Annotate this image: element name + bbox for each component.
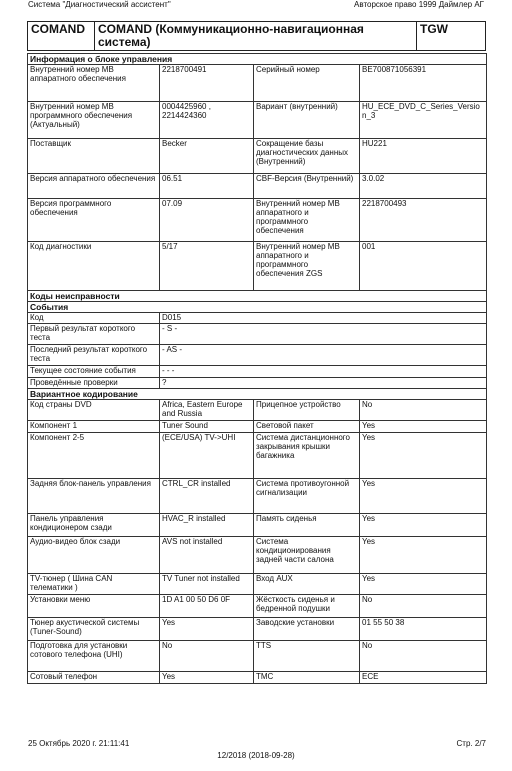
variant-row	[28, 514, 487, 537]
info-row	[28, 65, 487, 102]
field-label: Внутренний номер МВ аппаратного и программного обеспечения ZGS	[254, 242, 360, 291]
event-value: - - -	[160, 366, 487, 378]
field-label: Внутренний номер МВ программного обеспечения (Актуальный)	[28, 102, 160, 139]
field-value: 5/17	[160, 242, 254, 291]
field-value: 3.0.02	[360, 174, 487, 199]
variant-label: TMC	[254, 672, 360, 684]
variant-value: 1D A1 00 50 D6 0F	[160, 595, 254, 618]
unit-title: COMAND (Коммуникационно-навигационная система)	[95, 22, 417, 51]
section-title: События	[28, 302, 487, 313]
event-row	[28, 378, 487, 389]
report-version: 12/2018 (2018-09-28)	[217, 751, 295, 760]
variant-value: Tuner Sound	[160, 421, 254, 433]
section-row	[28, 291, 487, 302]
variant-value: (ECE/USA) TV->UHI	[160, 433, 254, 479]
field-label: Внутренний номер МВ аппаратного обеспечения	[28, 65, 160, 102]
event-row	[28, 324, 487, 345]
field-value: 001	[360, 242, 487, 291]
variant-label: Сотовый телефон	[28, 672, 160, 684]
variant-label: Подготовка для установки сотового телефона (UHI)	[28, 641, 160, 672]
variant-label: TV-тюнер ( Шина CAN телематики )	[28, 574, 160, 595]
info-row	[28, 242, 487, 291]
field-label: CBF-Версия (Внутренний)	[254, 174, 360, 199]
field-value: 2218700491	[160, 65, 254, 102]
event-row	[28, 313, 487, 324]
field-label: Сокращение базы диагностических данных (Внутренний)	[254, 139, 360, 174]
variant-value: Yes	[360, 537, 487, 574]
variant-label: Задняя блок-панель управления	[28, 479, 160, 514]
variant-value: Yes	[160, 618, 254, 641]
variant-label: Аудио-видео блок сзади	[28, 537, 160, 574]
variant-label: Заводские установки	[254, 618, 360, 641]
copyright: Авторское право 1999 Даймлер АГ	[354, 0, 484, 9]
field-value: BE700871056391	[360, 65, 487, 102]
field-label: Вариант (внутренний)	[254, 102, 360, 139]
info-row	[28, 139, 487, 174]
event-value: ?	[160, 378, 487, 389]
variant-label: Компонент 2-5	[28, 433, 160, 479]
variant-row	[28, 672, 487, 684]
variant-value: Yes	[360, 514, 487, 537]
variant-row	[28, 574, 487, 595]
report-table	[27, 53, 487, 684]
unit-abbrev: COMAND	[28, 22, 95, 51]
field-value: HU_ECE_DVD_C_Series_Version_3	[360, 102, 487, 139]
event-label: Код	[28, 313, 160, 324]
variant-label: Система кондиционирования задней части салона	[254, 537, 360, 574]
variant-label: Память сиденья	[254, 514, 360, 537]
event-label: Текущее состояние события	[28, 366, 160, 378]
field-value: 0004425960 , 2214424360	[160, 102, 254, 139]
event-row	[28, 345, 487, 366]
variant-value: No	[360, 400, 487, 421]
info-row	[28, 174, 487, 199]
variant-value: No	[360, 595, 487, 618]
field-label: Версия аппаратного обеспечения	[28, 174, 160, 199]
variant-value: Yes	[360, 421, 487, 433]
field-value: HU221	[360, 139, 487, 174]
variant-value: HVAC_R installed	[160, 514, 254, 537]
field-label: Версия программного обеспечения	[28, 199, 160, 242]
variant-value: AVS not installed	[160, 537, 254, 574]
section-title: Вариантное кодирование	[28, 389, 487, 400]
section-row	[28, 389, 487, 400]
variant-value: Yes	[360, 479, 487, 514]
report-date: 25 Октябрь 2020 г. 21:11:41	[28, 739, 130, 748]
event-label: Первый результат короткого теста	[28, 324, 160, 345]
variant-label: Система дистанционного закрывания крышки багажника	[254, 433, 360, 479]
variant-value: Yes	[360, 574, 487, 595]
variant-label: Световой пакет	[254, 421, 360, 433]
variant-value: ECE	[360, 672, 487, 684]
variant-row	[28, 595, 487, 618]
page-number: Стр. 2/7	[456, 739, 486, 748]
variant-row	[28, 421, 487, 433]
field-value: 07.09	[160, 199, 254, 242]
field-label: Внутренний номер МВ аппаратного и программного обеспечения	[254, 199, 360, 242]
unit-code: TGW	[417, 22, 486, 51]
variant-row	[28, 618, 487, 641]
variant-label: Компонент 1	[28, 421, 160, 433]
section-title: Коды неисправности	[28, 291, 487, 302]
variant-value: TV Tuner not installed	[160, 574, 254, 595]
variant-label: Система противоугонной сигнализации	[254, 479, 360, 514]
variant-value: 01 55 50 38	[360, 618, 487, 641]
variant-value: No	[360, 641, 487, 672]
section-row	[28, 302, 487, 313]
section-row	[28, 54, 487, 65]
variant-label: Установки меню	[28, 595, 160, 618]
variant-label: Панель управления кондиционером сзади	[28, 514, 160, 537]
variant-label: Тюнер акустической системы (Tuner-Sound)	[28, 618, 160, 641]
variant-row	[28, 479, 487, 514]
event-label: Проведённые проверки	[28, 378, 160, 389]
variant-label: Вход AUX	[254, 574, 360, 595]
field-value: 2218700493	[360, 199, 487, 242]
event-value: D015	[160, 313, 487, 324]
info-row	[28, 199, 487, 242]
title-table	[27, 21, 486, 51]
variant-value: Yes	[160, 672, 254, 684]
variant-row	[28, 537, 487, 574]
system-name: Система "Диагностический ассистент"	[28, 0, 171, 9]
field-label: Поставщик	[28, 139, 160, 174]
variant-row	[28, 400, 487, 421]
page-header	[28, 0, 484, 12]
variant-label: TTS	[254, 641, 360, 672]
variant-label: Жёсткость сиденья и бедренной подушки	[254, 595, 360, 618]
event-row	[28, 366, 487, 378]
field-label: Код диагностики	[28, 242, 160, 291]
variant-label: Прицепное устройство	[254, 400, 360, 421]
variant-value: Africa, Eastern Europe and Russia	[160, 400, 254, 421]
event-label: Последний результат короткого теста	[28, 345, 160, 366]
event-value: - AS -	[160, 345, 487, 366]
variant-label: Код страны DVD	[28, 400, 160, 421]
variant-value: Yes	[360, 433, 487, 479]
variant-value: CTRL_CR installed	[160, 479, 254, 514]
info-row	[28, 102, 487, 139]
field-value: Becker	[160, 139, 254, 174]
variant-value: No	[160, 641, 254, 672]
variant-row	[28, 641, 487, 672]
variant-row	[28, 433, 487, 479]
event-value: - S -	[160, 324, 487, 345]
field-label: Серийный номер	[254, 65, 360, 102]
section-title: Информация о блоке управления	[28, 54, 487, 65]
field-value: 06.51	[160, 174, 254, 199]
